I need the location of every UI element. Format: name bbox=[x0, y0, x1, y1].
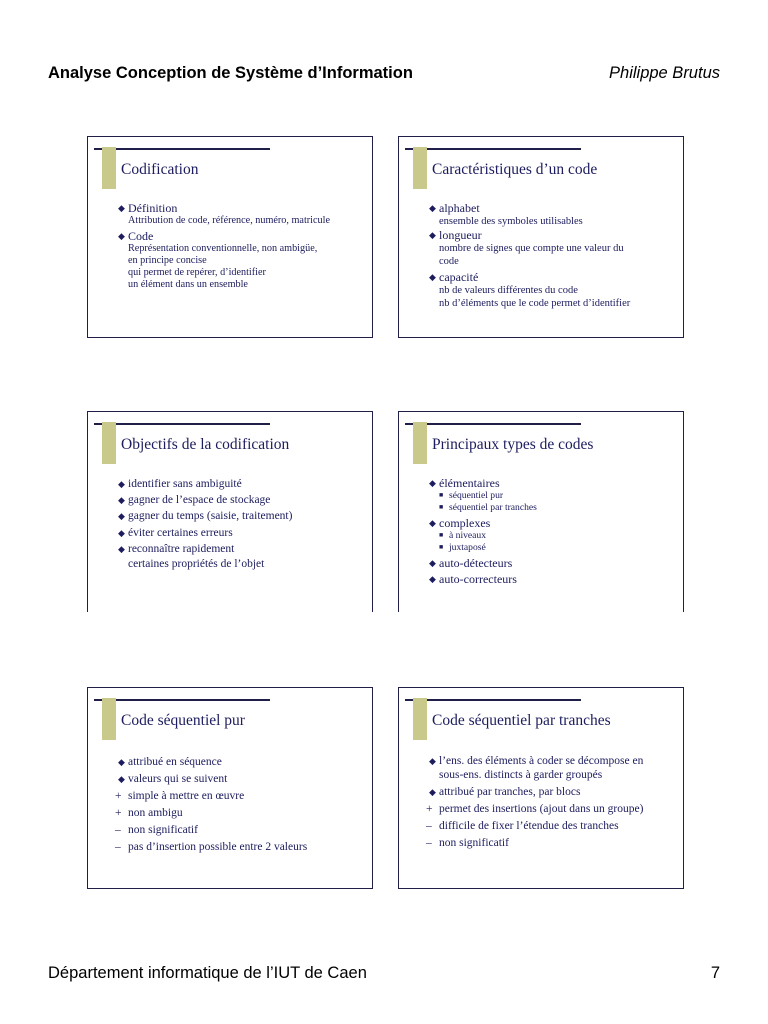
title-accent-bar bbox=[102, 147, 116, 189]
minus-icon: – bbox=[426, 820, 432, 832]
document-title: Analyse Conception de Système d’Information bbox=[48, 64, 413, 82]
item-detail: sous-ens. distincts à garder groupés bbox=[439, 769, 603, 781]
list-item: ◆ alphabet bbox=[429, 201, 480, 215]
diamond-bullet-icon: ◆ bbox=[429, 518, 436, 528]
title-rule bbox=[405, 148, 581, 150]
diamond-bullet-icon: ◆ bbox=[429, 272, 436, 282]
title-rule bbox=[405, 699, 581, 701]
slide-title: Caractéristiques d’un code bbox=[432, 161, 598, 178]
list-item: ◆ Définition bbox=[118, 201, 178, 215]
item-detail: nb de valeurs différentes du code bbox=[439, 285, 578, 296]
title-accent-bar bbox=[413, 698, 427, 740]
item-detail: Représentation conventionnelle, non ambigüe, bbox=[128, 243, 318, 254]
item-detail: qui permet de repérer, d’identifier bbox=[128, 267, 266, 278]
slide-content bbox=[118, 201, 366, 291]
list-item: ◆ auto-correcteurs bbox=[429, 572, 517, 586]
slide-sequential-by-ranges-code bbox=[398, 687, 684, 889]
minus-icon: – bbox=[115, 841, 121, 853]
title-rule bbox=[94, 148, 270, 150]
list-item: ◆ auto-détecteurs bbox=[429, 556, 513, 570]
diamond-bullet-icon: ◆ bbox=[429, 478, 436, 488]
list-item: ◆ attribué par tranches, par blocs bbox=[429, 784, 677, 801]
diamond-bullet-icon: ◆ bbox=[429, 558, 436, 568]
department-footer: Département informatique de l’IUT de Caen bbox=[48, 964, 367, 982]
title-accent-bar bbox=[413, 422, 427, 464]
item-detail: Attribution de code, référence, numéro, matricule bbox=[128, 215, 330, 226]
list-item: ◆ longueur bbox=[429, 228, 482, 242]
author-name: Philippe Brutus bbox=[609, 64, 720, 82]
title-rule bbox=[94, 699, 270, 701]
slide-content bbox=[426, 754, 677, 852]
list-item: ◆ reconnaître rapidement bbox=[118, 541, 366, 557]
title-rule bbox=[405, 423, 581, 425]
sub-list-item: ■ séquentiel par tranches bbox=[439, 501, 537, 513]
list-item: – non significatif bbox=[429, 835, 677, 852]
list-item: ◆ élémentaires bbox=[429, 476, 500, 490]
minus-icon: – bbox=[426, 837, 432, 849]
diamond-bullet-icon: ◆ bbox=[118, 774, 125, 784]
slide-title: Objectifs de la codification bbox=[121, 436, 290, 453]
diamond-bullet-icon: ◆ bbox=[118, 543, 125, 554]
list-item: ◆ l’ens. des éléments à coder se décompose en bbox=[429, 755, 644, 767]
title-accent-bar bbox=[413, 147, 427, 189]
item-detail: code bbox=[439, 256, 459, 267]
slide-content bbox=[429, 476, 677, 586]
diamond-bullet-icon: ◆ bbox=[429, 574, 436, 584]
list-item: ◆ capacité bbox=[429, 270, 479, 284]
minus-icon: – bbox=[115, 824, 121, 836]
title-accent-bar bbox=[102, 698, 116, 740]
sub-list-item: ■ à niveaux bbox=[439, 530, 487, 541]
title-rule bbox=[94, 423, 270, 425]
square-bullet-icon: ■ bbox=[439, 491, 444, 499]
slide-title: Principaux types de codes bbox=[432, 436, 594, 453]
slide-content bbox=[115, 754, 366, 856]
diamond-bullet-icon: ◆ bbox=[429, 203, 436, 213]
list-item: + simple à mettre en œuvre bbox=[118, 788, 366, 805]
sub-list-item: ■ juxtaposé bbox=[439, 541, 486, 553]
square-bullet-icon: ■ bbox=[439, 502, 444, 511]
slide-codification-objectives bbox=[87, 411, 373, 612]
slide-code-characteristics bbox=[398, 136, 684, 338]
title-accent-bar bbox=[102, 422, 116, 464]
list-item: ◆ complexes bbox=[429, 516, 491, 530]
item-detail: ensemble des symboles utilisables bbox=[439, 216, 583, 227]
list-item: ◆ gagner du temps (saisie, traitement) bbox=[118, 508, 366, 524]
list-item: – non significatif bbox=[118, 822, 366, 839]
list-item: + permet des insertions (ajout dans un groupe) bbox=[429, 801, 677, 818]
diamond-bullet-icon: ◆ bbox=[118, 527, 125, 538]
square-bullet-icon: ■ bbox=[439, 542, 444, 551]
diamond-bullet-icon: ◆ bbox=[118, 231, 125, 241]
item-detail: en principe concise bbox=[128, 255, 207, 266]
list-item: – pas d’insertion possible entre 2 valeurs bbox=[118, 839, 366, 856]
list-item: ◆ identifier sans ambiguité bbox=[118, 476, 366, 492]
diamond-bullet-icon: ◆ bbox=[429, 756, 436, 766]
diamond-bullet-icon: ◆ bbox=[118, 757, 125, 767]
diamond-bullet-icon: ◆ bbox=[429, 787, 436, 797]
diamond-bullet-icon: ◆ bbox=[118, 479, 125, 489]
list-item: ◆ gagner de l’espace de stockage bbox=[118, 492, 366, 508]
slide-codification bbox=[87, 136, 373, 338]
slide-pure-sequential-code bbox=[87, 687, 373, 889]
diamond-bullet-icon: ◆ bbox=[118, 511, 125, 522]
slide-title: Codification bbox=[121, 161, 199, 178]
list-item: ◆ éviter certaines erreurs bbox=[118, 525, 366, 541]
diamond-bullet-icon: ◆ bbox=[429, 230, 436, 240]
slide-content bbox=[429, 201, 677, 310]
sub-list-item: ■ séquentiel pur bbox=[439, 490, 504, 501]
plus-icon: + bbox=[115, 790, 122, 802]
item-detail: certaines propriétés de l’objet bbox=[128, 558, 265, 571]
list-item: ◆ valeurs qui se suivent bbox=[118, 771, 366, 788]
list-item: ◆ attribué en séquence bbox=[118, 754, 366, 771]
plus-icon: + bbox=[426, 803, 433, 815]
item-detail: nb d’éléments que le code permet d’identifier bbox=[439, 298, 631, 309]
slide-content bbox=[118, 476, 366, 571]
square-bullet-icon: ■ bbox=[439, 531, 444, 539]
list-item: ◆ Code bbox=[118, 229, 154, 243]
list-item: + non ambigu bbox=[118, 805, 366, 822]
diamond-bullet-icon: ◆ bbox=[118, 495, 125, 506]
item-detail: nombre de signes que compte une valeur du bbox=[439, 243, 624, 254]
slide-main-code-types bbox=[398, 411, 684, 612]
item-detail: un élément dans un ensemble bbox=[128, 279, 248, 290]
slide-title: Code séquentiel par tranches bbox=[432, 712, 611, 729]
list-item: – difficile de fixer l’étendue des tranches bbox=[429, 818, 677, 835]
plus-icon: + bbox=[115, 807, 122, 819]
slide-title: Code séquentiel pur bbox=[121, 712, 245, 729]
diamond-bullet-icon: ◆ bbox=[118, 203, 125, 213]
page-number: 7 bbox=[710, 964, 720, 982]
